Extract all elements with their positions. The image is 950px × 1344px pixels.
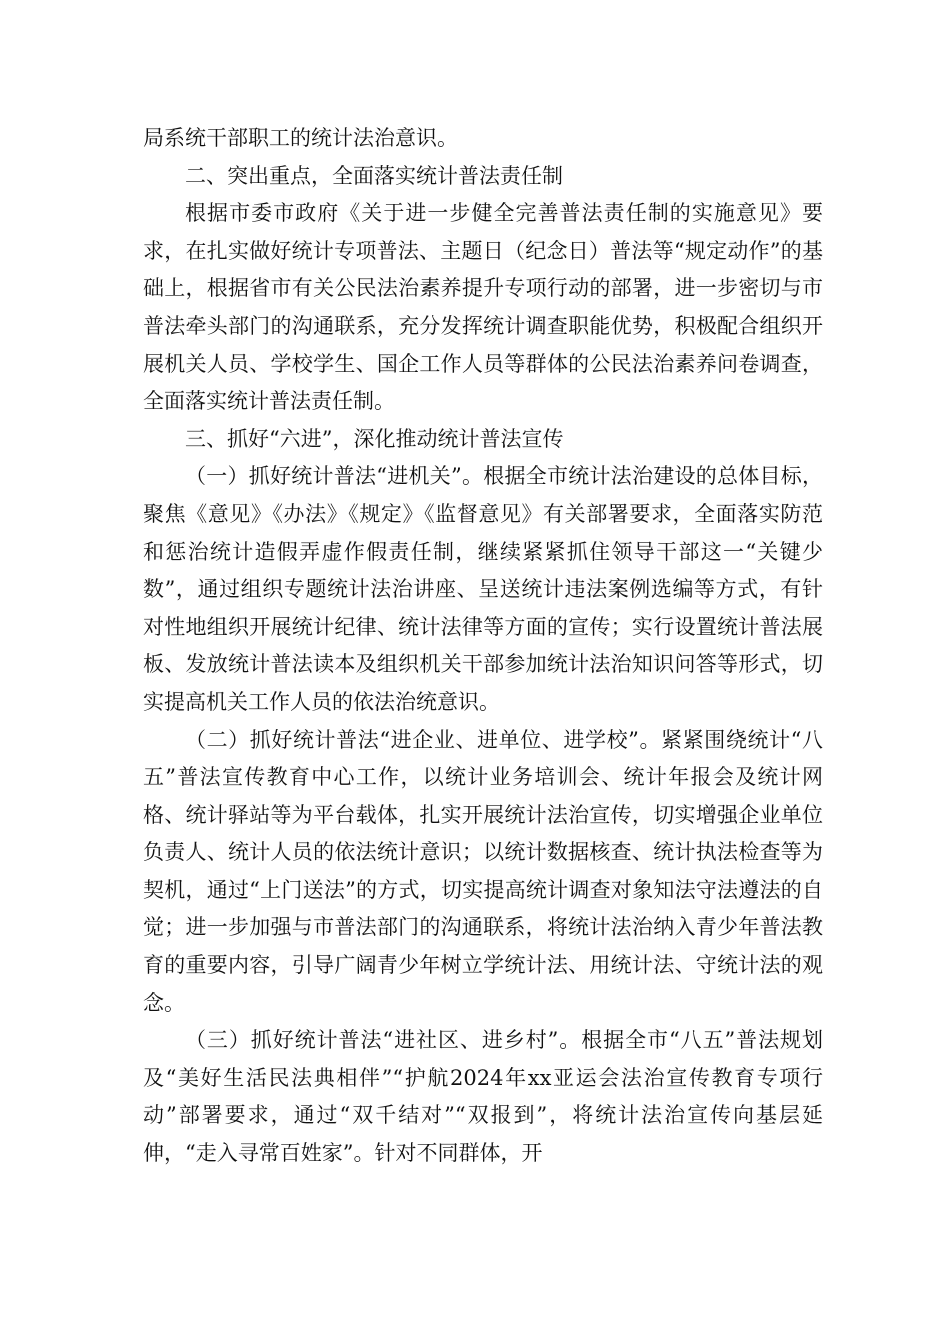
paragraph: 根据市委市政府《关于进一步健全完善普法责任制的实施意见》要求，在扎实做好统计专项普法、主题日（纪念日）普法等“规定动作”的基础上，根据省市有关公民法治素养提升专项行动的部署，进一步密切与市普法牵头部门的沟通联系，充分发挥统计调查职能优势，积极配合组织开展机关人员、学校学生、国企工作人员等群体的公民法治素养问卷调查，全面落实统计普法责任制。 <box>143 201 823 414</box>
paragraph-item-2: （二）抓好统计普法“进企业、进单位、进学校”。紧紧围绕统计“八五”普法宣传教育中心工作，以统计业务培训会、统计年报会及统计网格、统计驿站等为平台载体，扎实开展统计法治宣传，切实增强企业单位负责人、统计人员的依法统计意识；以统计数据核查、统计执法检查等为契机，通过“上门送法”的方式，切实提高统计调查对象知法守法遵法的自觉；进一步加强与市普法部门的沟通联系，将统计法治纳入青少年普法教育的重要内容，引导广阔青少年树立学统计法、用统计法、守统计法的观念。 <box>143 727 823 1015</box>
paragraph-item-1: （一）抓好统计普法“进机关”。根据全市统计法治建设的总体目标，聚焦《意见》《办法》《规定》《监督意见》有关部署要求，全面落实防范和惩治统计造假弄虚作假责任制，继续紧紧抓住领导干部这一“关键少数”，通过组织专题统计法治讲座、呈送统计违法案例选编等方式，有针对性地组织开展统计纪律、统计法律等方面的宣传；实行设置统计普法展板、发放统计普法读本及组织机关干部参加统计法治知识问答等形式，切实提高机关工作人员的依法治统意识。 <box>143 464 823 714</box>
document-body <box>143 120 823 1173</box>
section-heading-3: 三、抓好“六进”，深化推动统计普法宣传 <box>185 426 564 451</box>
section-heading-2: 二、突出重点，全面落实统计普法责任制 <box>185 163 563 188</box>
paragraph-continuation: 局系统干部职工的统计法治意识。 <box>143 126 458 150</box>
paragraph-item-3: （三）抓好统计普法“进社区、进乡村”。根据全市“八五”普法规划及“美好生活民法典相伴”“护航2024年xx亚运会法治宣传教育专项行动”部署要求，通过“双千结对”“双报到”，将统计法治宣传向基层延伸，“走入寻常百姓家”。针对不同群体，开 <box>143 1028 823 1166</box>
